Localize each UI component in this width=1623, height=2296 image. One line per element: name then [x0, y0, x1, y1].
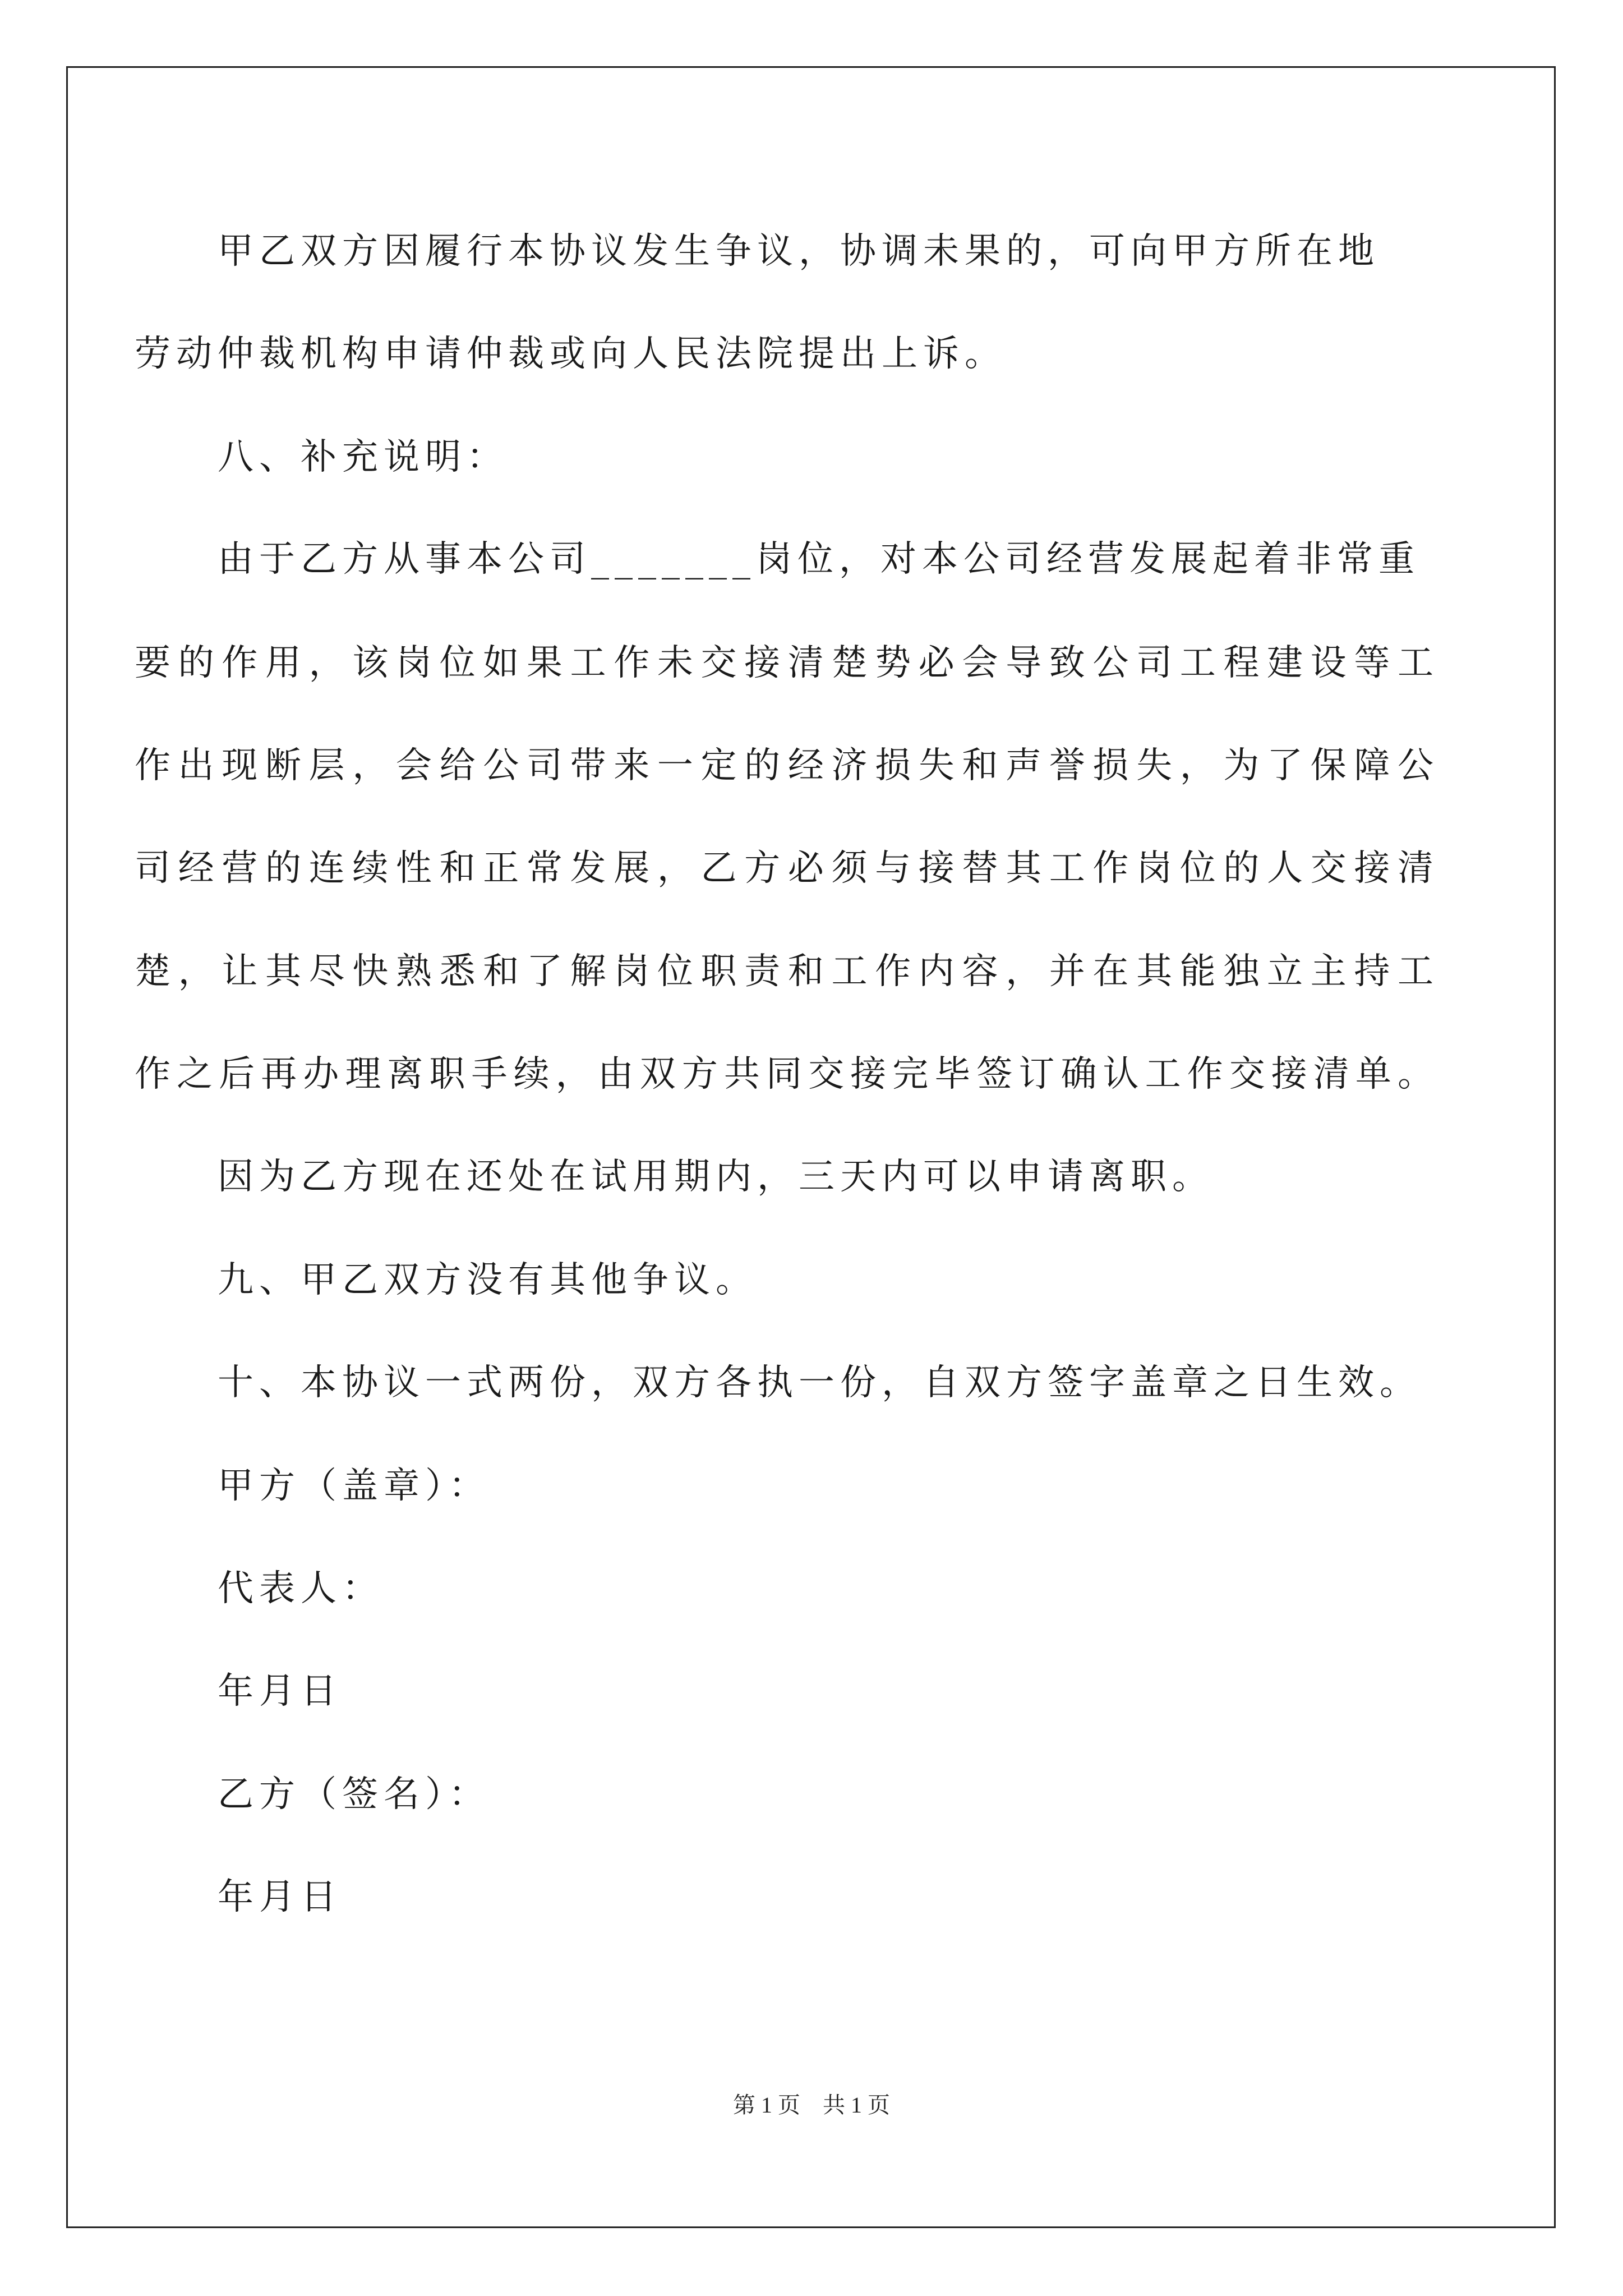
paragraph-probation: 因为乙方现在还处在试用期内，三天内可以申请离职。 — [218, 1156, 1214, 1198]
party-b-signature-label: 乙方（签名）： — [218, 1774, 490, 1815]
representative-label: 代表人： — [218, 1568, 384, 1609]
paragraph-supplement-line-6: 作之后再办理离职手续，由双方共同交接完毕签订确认工作交接清单。 — [135, 1053, 1433, 1095]
section-ten: 十、本协议一式两份，双方各执一份，自双方签字盖章之日生效。 — [218, 1362, 1421, 1404]
paragraph-supplement-line-3: 作出现断层，会给公司带来一定的经济损失和声誉损失，为了保障公 — [135, 745, 1433, 786]
page-number-footer: 第 1 页 共 1 页 — [733, 2092, 890, 2118]
paragraph-supplement-line-1: 由于乙方从事本公司_______岗位，对本公司经营发展起着非常重 — [218, 539, 1420, 580]
party-a-seal-label: 甲方（盖章）： — [218, 1465, 490, 1507]
party-b-date-label: 年月日 — [218, 1876, 342, 1918]
paragraph-supplement-line-2: 要的作用，该岗位如果工作未交接清楚势必会导致公司工程建设等工 — [135, 642, 1433, 684]
section-eight-heading: 八、补充说明： — [218, 436, 508, 478]
section-nine: 九、甲乙双方没有其他争议。 — [218, 1259, 757, 1301]
paragraph-dispute-line-2: 劳动仲裁机构申请仲裁或向人民法院提出上诉。 — [135, 333, 1006, 375]
party-a-date-label: 年月日 — [218, 1671, 342, 1712]
paragraph-supplement-line-4: 司经营的连续性和正常发展，乙方必须与接替其工作岗位的人交接清 — [135, 848, 1433, 889]
paragraph-dispute-line-1: 甲乙双方因履行本协议发生争议，协调未果的，可向甲方所在地 — [218, 231, 1380, 272]
paragraph-supplement-line-5: 楚，让其尽快熟悉和了解岗位职责和工作内容，并在其能独立主持工 — [135, 951, 1433, 992]
